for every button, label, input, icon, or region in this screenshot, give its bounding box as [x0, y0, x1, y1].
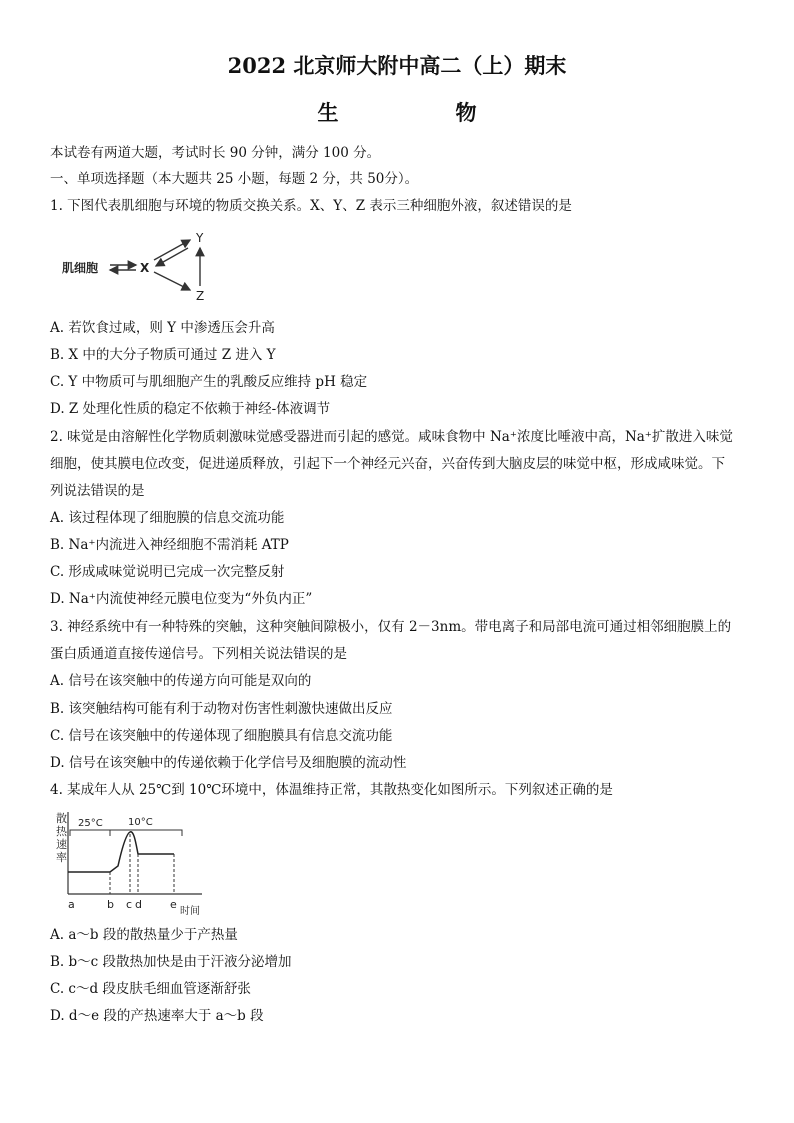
q4-option-a: A. a～b 段的散热量少于产热量 [50, 927, 238, 943]
q2-option-d: D. Na⁺内流使神经元膜电位变为“外负内正” [50, 591, 313, 607]
q1-option-c: C. Y 中物质可与肌细胞产生的乳酸反应维持 pH 稳定 [50, 374, 368, 390]
q4-option-b: B. b～c 段散热加快是由于汗液分泌增加 [50, 954, 292, 970]
bracket-10c [110, 830, 182, 836]
point-e: e [170, 898, 177, 911]
temp-10c-label: 10°C [128, 817, 153, 828]
q1-z-label: Z [196, 289, 205, 303]
point-c: c [126, 898, 133, 911]
temp-25c-label: 25°C [78, 818, 103, 829]
heat-loss-curve [68, 832, 174, 872]
bracket-25c [70, 830, 110, 836]
q3-stem-line1: 3. 神经系统中有一种特殊的突触，这种突触间隙极小，仅有 2－3nm。带电离子和局部电流可通过相邻细胞膜上的 [50, 619, 732, 635]
ylabel-char-3: 速 [56, 838, 67, 851]
point-d: d [135, 898, 142, 911]
q3-option-a: A. 信号在该突触中的传递方向可能是双向的 [50, 673, 312, 689]
q4-option-c: C. c～d 段皮肤毛细血管逐渐舒张 [50, 981, 251, 997]
exam-instructions: 本试卷有两道大题，考试时长 90 分钟，满分 100 分。 [50, 145, 381, 161]
ylabel-char-1: 散 [56, 812, 67, 825]
section-heading: 一、单项选择题（本大题共 25 小题，每题 2 分，共 50分）。 [50, 171, 419, 187]
q4-option-d: D. d～e 段的产热速率大于 a～b 段 [50, 1008, 264, 1024]
q2-stem-line3: 列说法错误的是 [50, 483, 145, 499]
ylabel-char-2: 热 [56, 825, 67, 838]
q1-option-a: A. 若饮食过咸，则 Y 中渗透压会升高 [50, 320, 275, 336]
exam-title: 2022 北京师大附中高二（上）期末 [227, 53, 567, 78]
q1-x-label: X [140, 261, 150, 275]
q3-option-c: C. 信号在该突触中的传递体现了细胞膜具有信息交流功能 [50, 728, 393, 744]
q1-y-label: Y [196, 231, 204, 245]
q1-option-d: D. Z 处理化性质的稳定不依赖于神经-体液调节 [50, 401, 331, 417]
x-to-z-arrow [154, 272, 190, 290]
point-b: b [107, 898, 114, 911]
q2-stem-line2: 细胞，使其膜电位改变，促进递质释放，引起下一个神经元兴奋，兴奋传到大脑皮层的味觉中枢，形成咸味觉。下 [50, 456, 725, 472]
q4-heat-loss-graph [52, 808, 212, 916]
q1-option-b: B. X 中的大分子物质可通过 Z 进入 Y [50, 347, 276, 363]
x-axis-label: 时间 [180, 906, 200, 916]
q1-cell-label: 肌细胞 [62, 261, 99, 275]
q3-option-b: B. 该突触结构可能有利于动物对伤害性刺激快速做出反应 [50, 701, 393, 717]
subject-title: 生 物 [317, 100, 525, 125]
q3-option-d: D. 信号在该突触中的传递依赖于化学信号及细胞膜的流动性 [50, 755, 407, 771]
point-a: a [68, 898, 75, 911]
ylabel-char-4: 率 [56, 851, 67, 864]
q3-stem-line2: 蛋白质通道直接传递信号。下列相关说法错误的是 [50, 646, 347, 662]
q4-stem: 4. 某成年人从 25℃到 10℃环境中，体温维持正常，其散热变化如图所示。下列叙述正确的是 [50, 782, 613, 798]
q2-stem-line1: 2. 味觉是由溶解性化学物质刺激味觉感受器进而引起的感觉。咸味食物中 Na⁺浓度比唾液中高，Na⁺扩散进入味觉 [50, 429, 733, 445]
q2-option-c: C. 形成咸味觉说明已完成一次完整反射 [50, 564, 285, 580]
q1-stem: 1. 下图代表肌细胞与环境的物质交换关系。X、Y、Z 表示三种细胞外液，叙述错误的是 [50, 198, 572, 214]
q2-option-a: A. 该过程体现了细胞膜的信息交流功能 [50, 510, 285, 526]
q2-option-b: B. Na⁺内流进入神经细胞不需消耗 ATP [50, 537, 289, 553]
q1-exchange-diagram [58, 228, 228, 308]
